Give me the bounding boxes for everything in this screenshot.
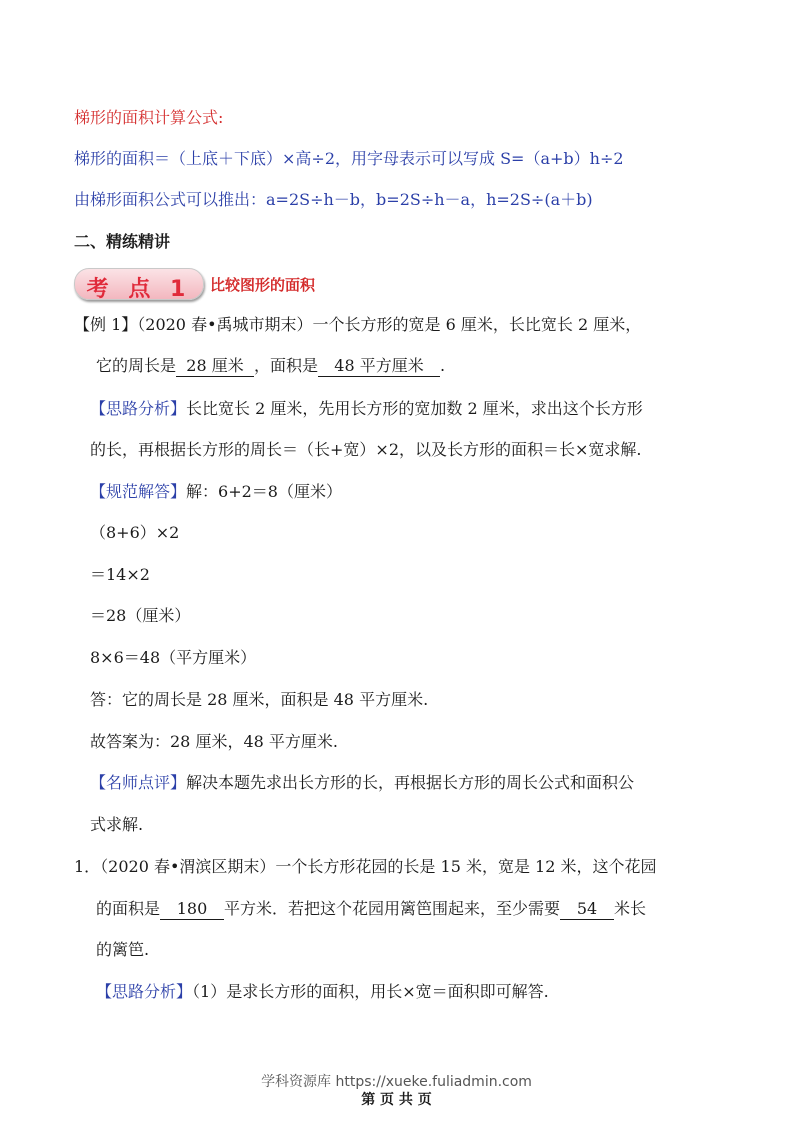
comment-tag: 【名师点评】 <box>90 773 187 792</box>
example-question-line-1: 【例 1】（2020 春•禹城市期末）一个长方形的宽是 6 厘米，长比宽长 2 厘米， <box>74 315 642 334</box>
kaodian-badge-label: 考 点 1 <box>86 277 192 302</box>
solution-tag: 【规范解答】 <box>90 482 187 501</box>
exercise-1-line-3: 的篱笆. <box>96 940 150 959</box>
example-blank-perimeter: 28 厘米 <box>176 356 254 377</box>
analysis-tag: 【思路分析】 <box>90 399 187 418</box>
example-analysis-line-1 <box>90 398 733 420</box>
example-question-line-2 <box>96 355 733 377</box>
exercise-1-post: 米长 <box>614 899 647 918</box>
example-comment-line-1 <box>90 772 733 794</box>
analysis-text-1: 长比宽长 2 厘米，先用长方形的宽加数 2 厘米，求出这个长方形 <box>186 399 643 418</box>
solution-answer: 答：它的周长是 28 厘米，面积是 48 平方厘米. <box>90 690 429 709</box>
kaodian-badge <box>74 268 204 300</box>
exercise-analysis-text: （1）是求长方形的面积，用长×宽＝面积即可解答. <box>192 982 549 1001</box>
exercise-analysis-tag: 【思路分析】 <box>96 982 193 1001</box>
solution-final: 故答案为：28 厘米，48 平方厘米. <box>90 732 338 751</box>
exercise-1-pre: 的面积是 <box>96 899 161 918</box>
example-question-end: . <box>440 356 446 375</box>
kaodian-title: 比较图形的面积 <box>210 276 316 294</box>
example-question-pre: 它的周长是 <box>96 356 177 375</box>
section-heading: 二、精练精讲 <box>74 232 171 251</box>
example-question-mid: ，面积是 <box>254 356 319 375</box>
solution-step-4: 8×6＝48（平方厘米） <box>90 648 257 667</box>
exercise-1-analysis <box>96 981 733 1003</box>
exercise-1-line-1: 1．（2020 春•渭滨区期末）一个长方形花园的长是 15 米，宽是 12 米，这个花园 <box>74 857 657 876</box>
formula-line-1: 梯形的面积＝（上底＋下底）×高÷2，用字母表示可以写成 S=（a+b）h÷2 <box>74 149 624 168</box>
formula-title: 梯形的面积计算公式: <box>74 108 224 127</box>
example-analysis-line-2: 的长，再根据长方形的周长＝（长+宽）×2，以及长方形的面积＝长×宽求解. <box>90 440 642 459</box>
solution-step-1: （8+6）×2 <box>90 523 180 542</box>
exercise-1-line-2 <box>96 898 733 920</box>
exercise-1-blank-fence: 54 <box>560 899 614 920</box>
solution-step-2: ＝14×2 <box>90 565 150 584</box>
example-solution-line-1 <box>90 481 733 503</box>
comment-text-1: 解决本题先求出长方形的长，再根据长方形的周长公式和面积公 <box>186 773 635 792</box>
example-comment-line-2: 式求解. <box>90 815 144 834</box>
footer-page: 第 页 共 页 <box>361 1092 432 1108</box>
solution-text-1: 解：6+2＝8（厘米） <box>186 482 342 501</box>
footer-source: 学科资源库 https://xueke.fuliadmin.com <box>261 1074 532 1090</box>
formula-line-2: 由梯形面积公式可以推出：a=2S÷h－b，b=2S÷h－a，h=2S÷(a＋b) <box>74 190 593 209</box>
exercise-1-mid: 平方米．若把这个花园用篱笆围起来，至少需要 <box>224 899 561 918</box>
exercise-1-blank-area: 180 <box>160 899 224 920</box>
example-blank-area: 48 平方厘米 <box>318 356 440 377</box>
solution-step-3: ＝28（厘米） <box>90 606 191 625</box>
